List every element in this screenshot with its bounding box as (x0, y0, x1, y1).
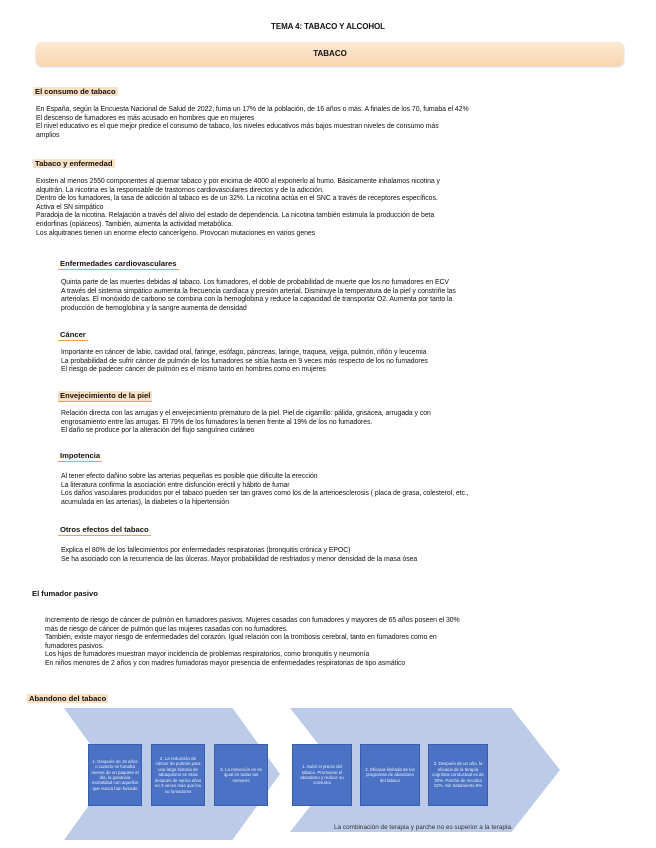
text-cancer: Importante en cáncer de labio, cavidad oral, faringe, esófago, páncreas, laringe, traquea, vejiga, pulmón, riñón y leucemia La probabilidad de sufrir cáncer de pulmón de los fumadores se sitúa hasta en 9 veces más respecto de los no fumadores El riesgo de padecer cáncer de pulmón es el mismo tanto en hombres como en mujeres (61, 349, 428, 374)
text-otros: Explica el 80% de los fallecimientos por enfermedades respiratorias (bronquitis crónica y EPOC) Se ha asociado con la recurrencia de las úlceras. Mayor probabilidad de resfriados y menor densidad de la masa ósea (61, 547, 418, 563)
heading-cardiovascular: Enfermedades cardiovasculares (60, 259, 177, 268)
heading-otros: Otros efectos del tabaco (60, 525, 149, 534)
right-step-3: 3. Después de un año, la eficacia de la terapia cognitiva conductual es de 30%. Parche de nicotina 22%. Sin tratamiento 8% (428, 744, 488, 806)
heading-enfermedad: Tabaco y enfermedad (35, 159, 113, 168)
right-step-2: 2. Eficacia limitada de los programas de abandono del tabaco (360, 744, 420, 806)
text-cardiovascular: Quinta parte de las muertes debidas al tabaco. Los fumadores, el doble de probabilidad de muerte que los no fumadores en ECV A través del sistema simpático aumenta la frecuencia cardíaca y presión arterial. Disminuye la temperatura de la piel y constriñe las arteriolas. El monóxido de carbono se combina con la hemoglobina y reduce la capacidad de transportar O2. Aumenta por tanto la producción de hemoglobina y la sangre aumenta de densidad (61, 279, 456, 312)
left-step-3: 3. La reducción es es igual en todas las menores (214, 744, 268, 806)
section-banner: TABACO (36, 42, 624, 66)
heading-envejecimiento: Envejecimiento de la piel (60, 391, 151, 400)
heading-cancer: Cáncer (60, 330, 86, 339)
left-step-1: 1. Después de 16 años o cuando se fumaba menos de un paquete al día, la ganancia mortalidad con aquellos que nunca han fumado (88, 744, 142, 806)
diagram-caption: La combinación de terapia y parche no es superior a la terapia. (334, 824, 513, 831)
left-step-2: 2. La reducción de cáncer de pulmón para una larga historia de tabaquismo se sitúa después de varios años en 3 veces más que los no fumadores (151, 744, 205, 806)
text-consumo: En España, según la Encuesta Nacional de Salud de 2022, fuma un 17% de la población, de 16 años o más. A finales de los 70, fumaba el 42% El descenso de fumadores es más acusado en hombres que en mujeres El nivel educativo es el que mejor predice el consumo de tabaco, los niveles educativos más bajos muestran niveles de consumo más amplios (36, 106, 469, 139)
text-pasivo: Incremento de riesgo de cáncer de pulmón en fumadores pasivos. Mujeres casadas con fumadores y mayores de 65 años poseen el 30% más de riesgo de cáncer de pulmón que las mujeres casadas con no fumadores. También, existe mayor riesgo de enfermedades del corazón. Igual relación con la trombosis cerebral, tanto en fumadores como en fumadores pasivos. Los hijos de fumadores muestran mayor incidencia de problemas respiratorios, como bronquitis y neumonía En niños menores de 2 años y con madres fumadoras mayor presencia de enfermedades respiratorias de tipo asmático (45, 617, 460, 667)
text-impotencia: Al tener efecto dañino sobre las arterias pequeñas es posible que dificulte la erección La literatura confirma la asociación entre disfunción eréctil y hábito de fumar Los daños vasculares producidos por el tabaco pueden ser tan graves como los de la arterioesclerosis ( placa de grasa, colesterol, etc., acumulada en las arterias), la diabetes o la hipertensión (61, 473, 469, 506)
heading-consumo: El consumo de tabaco (35, 87, 116, 96)
text-envejecimiento: Relación directa con las arrugas y el envejecimiento prematuro de la piel. Piel de cigarrillo: pálida, grisácea, arrugada y con engrosamiento entre las arrugas. El 79% de los fumadores la tienen frente al 19% de los no fumadores. El daño se produce por la alteración del flujo sanguíneo cutáneo (61, 410, 431, 435)
text-enfermedad: Existen al menos 2550 componentes al quemar tabaco y por encima de 4000 al exponerlo al humo. Básicamente inhalamos nicotina y alquitrán. La nicotina es la responsable de trastornos cardiovasculares directos y de la adicción. Dentro de los fumadores, la tasa de adicción al tabaco es de un 32%. La nicotina actúa en el SNC a través de receptores específicos. Activa el SN simpático Paradoja de la nicotina. Relajación a través del alivio del estado de dependencia. La nicotina también estimula la producción de beta endorfinas (opiáceos). También, aumenta la actividad metabólica. Los alquitranes tienen un enorme efecto cancerígeno. Provocan mutaciones en varios genes (36, 178, 440, 237)
heading-impotencia: Impotencia (60, 451, 101, 460)
heading-pasivo: El fumador pasivo (32, 589, 98, 598)
page-title: TEMA 4: TABACO Y ALCOHOL (271, 22, 385, 31)
right-step-1: 1. Subir el precio del tabaco. Promueve el abandono y reduce su consumo (292, 744, 352, 806)
abandono-diagrams (40, 706, 620, 846)
heading-abandono: Abandono del tabaco (29, 694, 107, 703)
